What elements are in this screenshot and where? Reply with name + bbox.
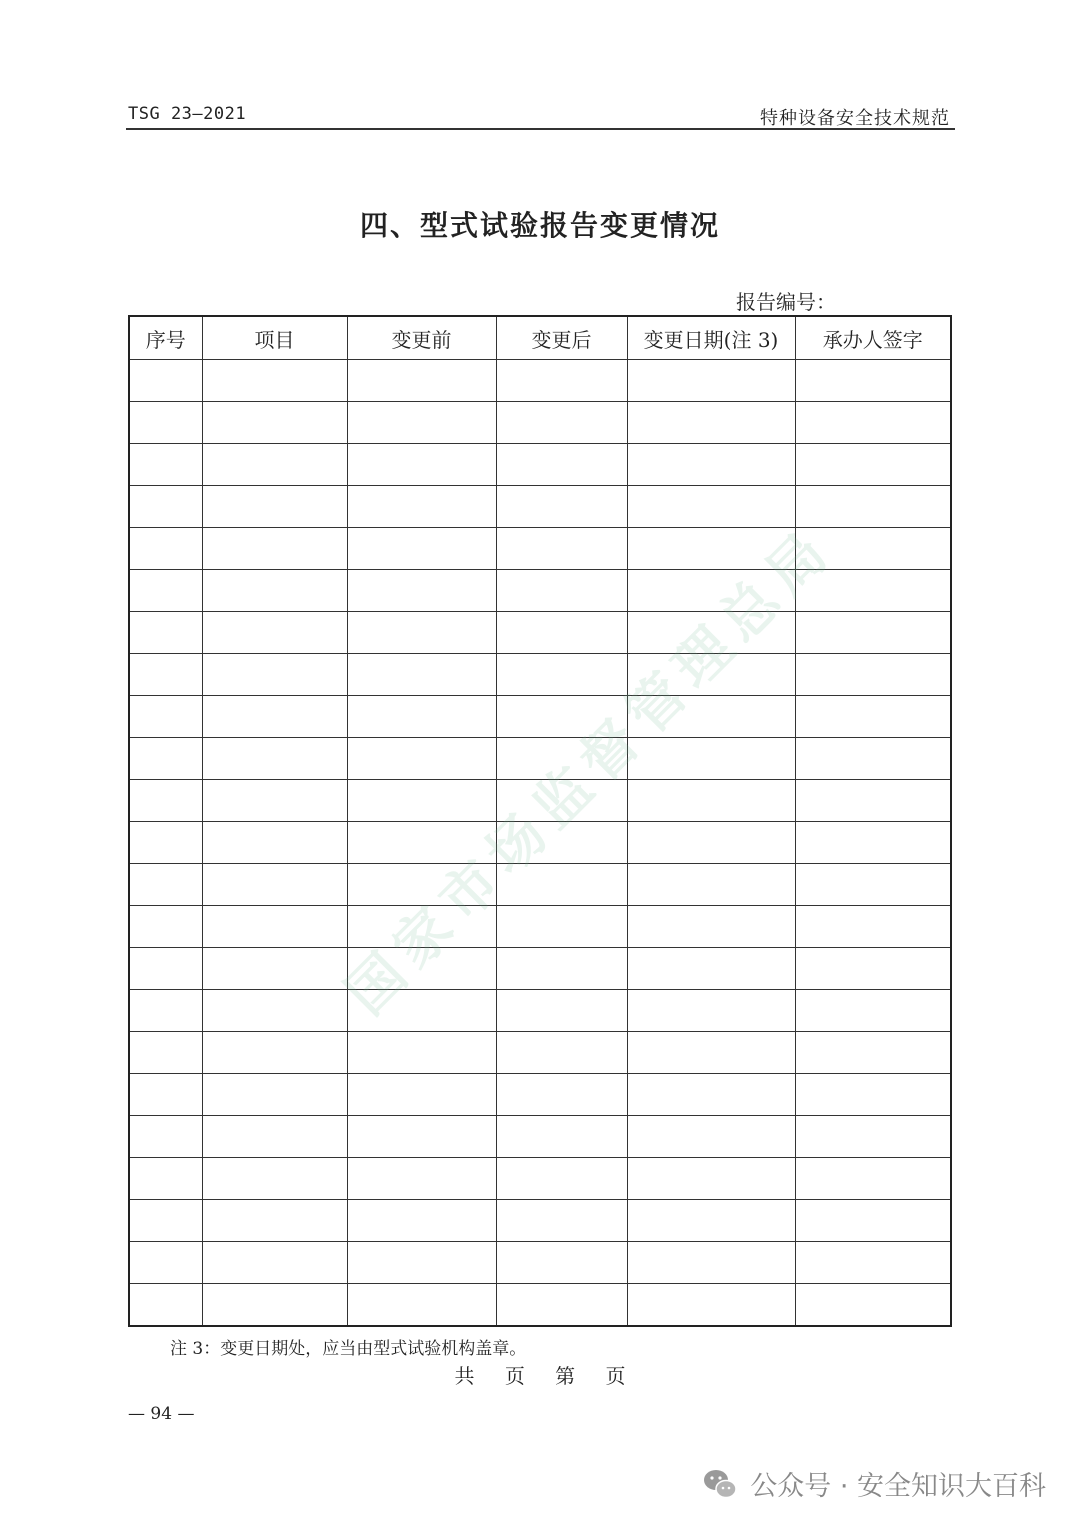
- table-row: [129, 780, 951, 822]
- table-cell-serial: [129, 780, 202, 822]
- table-cell-signature: [795, 1242, 951, 1284]
- table-cell-item: [202, 822, 347, 864]
- table-cell-item: [202, 612, 347, 654]
- table-cell-signature: [795, 738, 951, 780]
- table-cell-after: [496, 528, 627, 570]
- table-row: [129, 402, 951, 444]
- table-cell-signature: [795, 1116, 951, 1158]
- current-unit: 页: [605, 1364, 626, 1388]
- table-cell-after: [496, 696, 627, 738]
- table-row: [129, 1284, 951, 1327]
- col-header-signature: 承办人签字: [795, 316, 951, 360]
- table-cell-change-date: [627, 612, 795, 654]
- table-cell-serial: [129, 948, 202, 990]
- table-cell-item: [202, 360, 347, 402]
- table-cell-signature: [795, 444, 951, 486]
- table-cell-change-date: [627, 1242, 795, 1284]
- table-cell-item: [202, 990, 347, 1032]
- table-cell-serial: [129, 1158, 202, 1200]
- wechat-icon: [700, 1463, 740, 1503]
- table-cell-after: [496, 990, 627, 1032]
- table-cell-item: [202, 696, 347, 738]
- table-row: [129, 906, 951, 948]
- table-cell-change-date: [627, 864, 795, 906]
- table-cell-change-date: [627, 1284, 795, 1327]
- table-cell-serial: [129, 528, 202, 570]
- table-cell-after: [496, 738, 627, 780]
- page-number: — 94 —: [128, 1404, 195, 1424]
- table-cell-serial: [129, 570, 202, 612]
- table-row: [129, 1200, 951, 1242]
- table-row: [129, 444, 951, 486]
- table-cell-change-date: [627, 360, 795, 402]
- table-row: [129, 822, 951, 864]
- col-header-before: 变更前: [347, 316, 496, 360]
- col-header-serial: 序号: [129, 316, 202, 360]
- table-cell-change-date: [627, 822, 795, 864]
- table-cell-change-date: [627, 1032, 795, 1074]
- table-cell-change-date: [627, 1074, 795, 1116]
- total-label: 共: [454, 1364, 475, 1388]
- table-cell-before: [347, 612, 496, 654]
- table-cell-after: [496, 1032, 627, 1074]
- table-row: [129, 1116, 951, 1158]
- table-cell-change-date: [627, 906, 795, 948]
- table-cell-before: [347, 402, 496, 444]
- table-row: [129, 570, 951, 612]
- table-cell-item: [202, 1284, 347, 1327]
- report-number-label: 报告编号：: [736, 290, 836, 314]
- wechat-source-text: 公众号 · 安全知识大百科: [750, 1470, 1046, 1502]
- table-cell-signature: [795, 864, 951, 906]
- footnote: 注 3：变更日期处，应当由型式试验机构盖章。: [170, 1339, 527, 1359]
- table-cell-signature: [795, 612, 951, 654]
- table-cell-signature: [795, 990, 951, 1032]
- table-row: [129, 948, 951, 990]
- table-cell-change-date: [627, 486, 795, 528]
- table-cell-before: [347, 780, 496, 822]
- table-cell-change-date: [627, 948, 795, 990]
- table-cell-before: [347, 1200, 496, 1242]
- table-cell-after: [496, 570, 627, 612]
- table-row: [129, 1242, 951, 1284]
- table-cell-signature: [795, 570, 951, 612]
- table-cell-before: [347, 696, 496, 738]
- table-cell-change-date: [627, 738, 795, 780]
- table-cell-item: [202, 864, 347, 906]
- table-cell-after: [496, 612, 627, 654]
- table-row: [129, 1032, 951, 1074]
- table-cell-after: [496, 822, 627, 864]
- table-cell-before: [347, 906, 496, 948]
- table-cell-before: [347, 738, 496, 780]
- watermark: 国家市场监督管理总局: [333, 514, 847, 1028]
- table-cell-before: [347, 528, 496, 570]
- table-cell-change-date: [627, 696, 795, 738]
- wechat-source-tag: [700, 1463, 1046, 1503]
- table-cell-item: [202, 906, 347, 948]
- table-cell-after: [496, 360, 627, 402]
- table-row: [129, 990, 951, 1032]
- table-cell-signature: [795, 948, 951, 990]
- table-cell-before: [347, 1158, 496, 1200]
- table-row: [129, 654, 951, 696]
- table-cell-change-date: [627, 1116, 795, 1158]
- table-cell-before: [347, 1284, 496, 1327]
- table-cell-after: [496, 948, 627, 990]
- table-cell-change-date: [627, 1200, 795, 1242]
- current-label: 第: [555, 1364, 576, 1388]
- table-cell-serial: [129, 738, 202, 780]
- table-cell-serial: [129, 360, 202, 402]
- table-cell-serial: [129, 1242, 202, 1284]
- table-cell-before: [347, 990, 496, 1032]
- table-cell-after: [496, 1116, 627, 1158]
- table-cell-serial: [129, 444, 202, 486]
- table-cell-before: [347, 1074, 496, 1116]
- table-cell-after: [496, 1158, 627, 1200]
- table-cell-signature: [795, 360, 951, 402]
- table-cell-before: [347, 1116, 496, 1158]
- table-cell-signature: [795, 528, 951, 570]
- table-cell-before: [347, 486, 496, 528]
- table-cell-change-date: [627, 990, 795, 1032]
- table-cell-item: [202, 1116, 347, 1158]
- table-cell-serial: [129, 990, 202, 1032]
- table-cell-before: [347, 654, 496, 696]
- table-cell-after: [496, 402, 627, 444]
- header-divider: [126, 128, 955, 130]
- table-cell-serial: [129, 612, 202, 654]
- table-cell-serial: [129, 1116, 202, 1158]
- standard-category: 特种设备安全技术规范: [760, 108, 950, 129]
- table-row: [129, 528, 951, 570]
- table-cell-item: [202, 1074, 347, 1116]
- table-cell-serial: [129, 486, 202, 528]
- table-row: [129, 738, 951, 780]
- standard-code: TSG 23—2021: [128, 104, 247, 124]
- table-cell-change-date: [627, 654, 795, 696]
- table-row: [129, 612, 951, 654]
- table-cell-item: [202, 948, 347, 990]
- table-cell-after: [496, 486, 627, 528]
- table-cell-before: [347, 864, 496, 906]
- table-cell-serial: [129, 654, 202, 696]
- table-cell-item: [202, 570, 347, 612]
- table-cell-item: [202, 780, 347, 822]
- table-cell-after: [496, 654, 627, 696]
- table-cell-signature: [795, 402, 951, 444]
- table-cell-serial: [129, 906, 202, 948]
- table-cell-before: [347, 444, 496, 486]
- table-cell-after: [496, 864, 627, 906]
- table-cell-item: [202, 738, 347, 780]
- table-cell-before: [347, 822, 496, 864]
- table-cell-item: [202, 1032, 347, 1074]
- table-cell-item: [202, 654, 347, 696]
- table-cell-after: [496, 1284, 627, 1327]
- table-cell-item: [202, 1158, 347, 1200]
- table-cell-item: [202, 528, 347, 570]
- page-count-line: [0, 1360, 1080, 1389]
- col-header-after: 变更后: [496, 316, 627, 360]
- table-cell-after: [496, 1074, 627, 1116]
- table-cell-item: [202, 486, 347, 528]
- table-cell-signature: [795, 1284, 951, 1327]
- table-cell-before: [347, 360, 496, 402]
- col-header-change-date: 变更日期(注 3): [627, 316, 795, 360]
- table-row: [129, 1074, 951, 1116]
- table-cell-item: [202, 1200, 347, 1242]
- table-row: [129, 1158, 951, 1200]
- table-cell-signature: [795, 1158, 951, 1200]
- table-cell-after: [496, 906, 627, 948]
- change-record-table: [128, 315, 952, 1327]
- table-cell-change-date: [627, 444, 795, 486]
- table-cell-change-date: [627, 402, 795, 444]
- page-title: 四、型式试验报告变更情况: [359, 209, 720, 242]
- table-cell-change-date: [627, 780, 795, 822]
- table-cell-before: [347, 1032, 496, 1074]
- total-unit: 页: [504, 1364, 525, 1388]
- table-cell-serial: [129, 402, 202, 444]
- table-row: [129, 696, 951, 738]
- table-cell-serial: [129, 696, 202, 738]
- table-cell-serial: [129, 1074, 202, 1116]
- table-cell-serial: [129, 1200, 202, 1242]
- table-cell-serial: [129, 1032, 202, 1074]
- table-cell-change-date: [627, 528, 795, 570]
- col-header-item: 项目: [202, 316, 347, 360]
- table-cell-signature: [795, 696, 951, 738]
- table-cell-signature: [795, 654, 951, 696]
- table-cell-signature: [795, 486, 951, 528]
- table-cell-serial: [129, 864, 202, 906]
- table-cell-after: [496, 444, 627, 486]
- table-cell-after: [496, 1200, 627, 1242]
- table-cell-signature: [795, 906, 951, 948]
- table-row: [129, 360, 951, 402]
- table-cell-change-date: [627, 1158, 795, 1200]
- table-cell-before: [347, 570, 496, 612]
- table-cell-before: [347, 948, 496, 990]
- table-cell-signature: [795, 1032, 951, 1074]
- table-cell-item: [202, 1242, 347, 1284]
- table-cell-after: [496, 780, 627, 822]
- table-cell-signature: [795, 822, 951, 864]
- table-body: [129, 360, 951, 1327]
- table-row: [129, 486, 951, 528]
- table-cell-serial: [129, 1284, 202, 1327]
- table-cell-item: [202, 402, 347, 444]
- table-cell-before: [347, 1242, 496, 1284]
- table-cell-signature: [795, 780, 951, 822]
- table-cell-item: [202, 444, 347, 486]
- table-cell-change-date: [627, 570, 795, 612]
- table-cell-after: [496, 1242, 627, 1284]
- table-cell-signature: [795, 1074, 951, 1116]
- table-cell-signature: [795, 1200, 951, 1242]
- table-row: [129, 864, 951, 906]
- table-header-row: [129, 316, 951, 360]
- table-cell-serial: [129, 822, 202, 864]
